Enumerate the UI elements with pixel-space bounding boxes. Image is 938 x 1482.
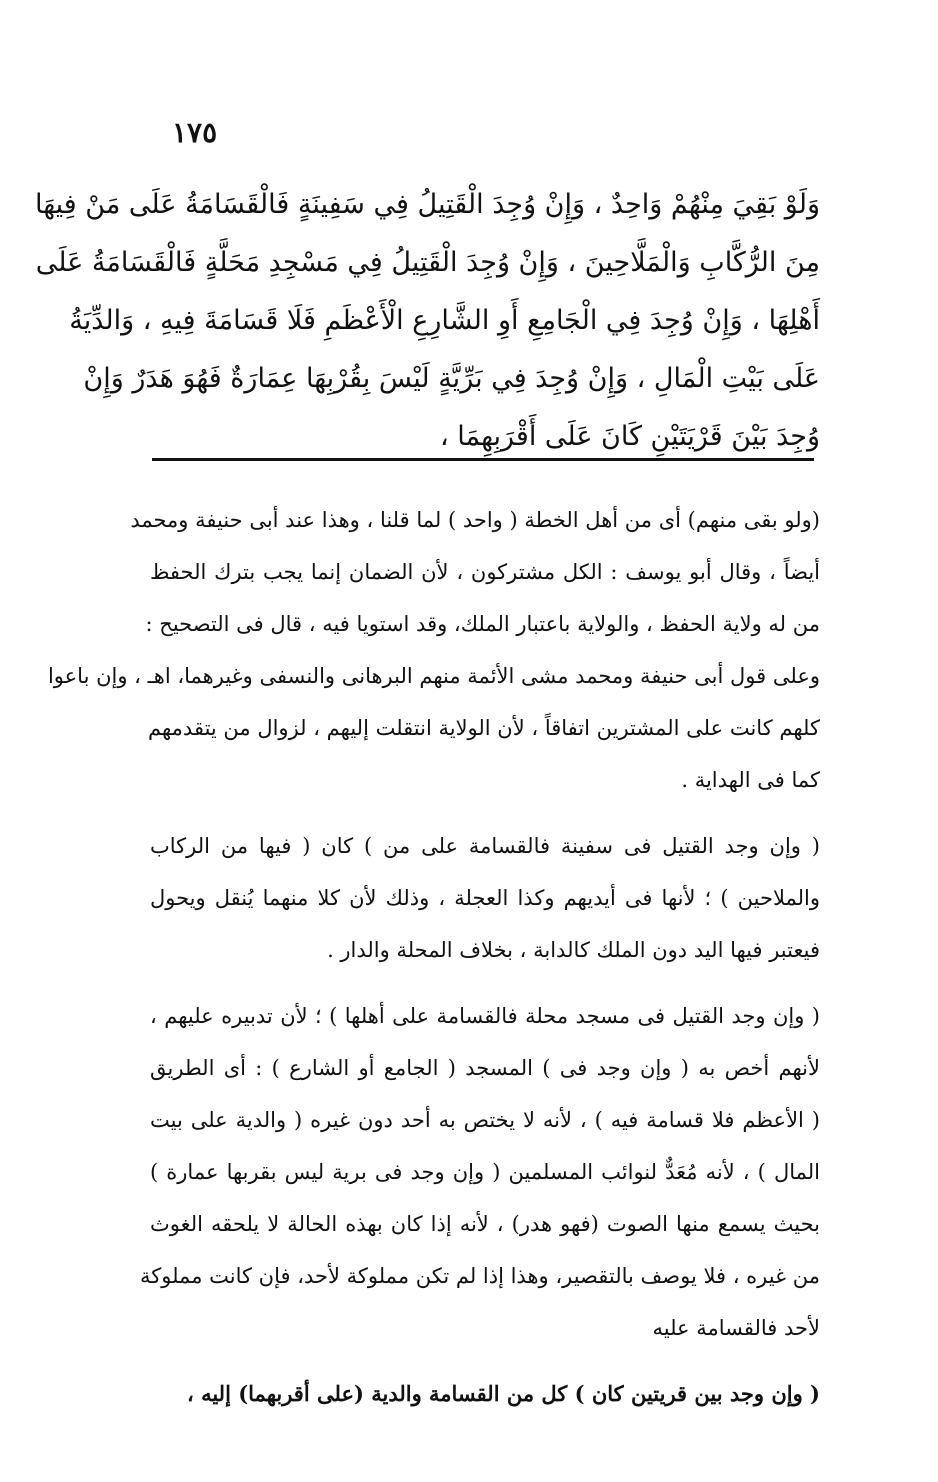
commentary-line: لأحد فالقسامة عليه	[652, 1316, 820, 1340]
commentary-line: فيعتبر فيها اليد دون الملك كالدابة ، بخلاف المحلة والدار .	[327, 938, 820, 962]
main-text-line: عَلَى بَيْتِ الْمَالِ ، وَإِنْ وُجِدَ فِي بَرِّيَّةٍ لَيْسَ بِقُرْبِهَا عِمَارَةٌ فَهُوَ هَدَرٌ وَإِنْ	[83, 363, 820, 394]
commentary-line: ( وإن وجد القتيل فى مسجد محلة فالقسامة على أهلها ) ؛ لأن تدبيره عليهم ،	[150, 1004, 820, 1028]
commentary-line: ( الأعظم فلا قسامة فيه ) ، لأنه لا يختص به أحد دون غيره ( والدية على بيت	[150, 1108, 820, 1132]
main-text-line: مِنَ الرُّكَّابِ وَالْمَلَّاحِينَ ، وَإِنْ وُجِدَ الْقَتِيلُ فِي مَسْجِدِ مَحَلَّةٍ فَالْقَسَامَةُ عَلَى	[35, 247, 820, 278]
commentary-line: والملاحين ) ؛ لأنها فى أيديهم وكذا العجلة ، وذلك لأن كلا منهما يُنقل ويحول	[150, 886, 820, 910]
commentary-line: وعلى قول أبى حنيفة ومحمد مشى الأئمة منهم البرهانى والنسفى وغيرهما، اهـ ، وإن باعوا	[47, 664, 820, 688]
commentary-line: المال ) ، لأنه مُعَدٌّ لنوائب المسلمين ( وإن وجد فى برية ليس بقربها عمارة )	[150, 1160, 820, 1184]
main-text-line: وُجِدَ بَيْنَ قَرْيَتَيْنِ كَانَ عَلَى أَقْرَبِهِمَا ،	[439, 421, 820, 452]
commentary-line: أيضاً ، وقال أبو يوسف : الكل مشتركون ، لأن الضمان إنما يجب بترك الحفظ	[150, 560, 820, 584]
commentary-paragraph	[140, 990, 820, 1354]
main-text-line: وَلَوْ بَقِيَ مِنْهُمْ وَاحِدٌ ، وَإِنْ وُجِدَ الْقَتِيلُ فِي سَفِينَةٍ فَالْقَسَامَةُ عَلَى مَنْ فِيهَا	[34, 189, 820, 220]
commentary-paragraph	[150, 820, 820, 976]
commentary-line: (ولو بقى منهم) أى من أهل الخطة ( واحد ) لما قلنا ، وهذا عند أبى حنيفة ومحمد	[130, 508, 820, 532]
main-text-line: أَهْلِهَا ، وَإِنْ وُجِدَ فِي الْجَامِعِ أَوِ الشَّارِعِ الْأَعْظَمِ فَلَا قَسَامَةَ فِيهِ ، وَالدِّيَةُ	[69, 305, 820, 336]
section-divider	[152, 458, 814, 461]
page-number: ١٧٥	[172, 116, 218, 149]
commentary-line: من له ولاية الحفظ ، والولاية باعتبار الملك، وقد استويا فيه ، قال فى التصحيح :	[145, 612, 820, 636]
main-text-block	[34, 176, 820, 466]
commentary-line: كلهم كانت على المشترين اتفاقاً ، لأن الولاية انتقلت إليهم ، لزوال من يتقدمهم	[148, 716, 820, 740]
commentary-line: لأنهم أخص به ( وإن وجد فى ) المسجد ( الجامع أو الشارع ) : أى الطريق	[150, 1056, 820, 1080]
commentary-paragraph	[47, 494, 820, 806]
commentary-line: بحيث يسمع منها الصوت (فهو هدر) ، لأنه إذا كان بهذه الحالة لا يلحقه الغوث	[150, 1212, 820, 1236]
commentary-line: ( وإن وجد القتيل فى سفينة فالقسامة على من ) كان ( فيها من الركاب	[150, 834, 820, 858]
commentary-paragraph	[150, 1368, 820, 1420]
commentary-line: ( وإن وجد بين قريتين كان ) كل من القسامة والدية (على أقربهما) إليه ،	[186, 1381, 820, 1406]
commentary-line: كما فى الهداية .	[681, 768, 820, 792]
commentary-block	[47, 494, 820, 1434]
commentary-line: من غيره ، فلا يوصف بالتقصير، وهذا إذا لم تكن مملوكة لأحد، فإن كانت مملوكة	[140, 1264, 820, 1288]
